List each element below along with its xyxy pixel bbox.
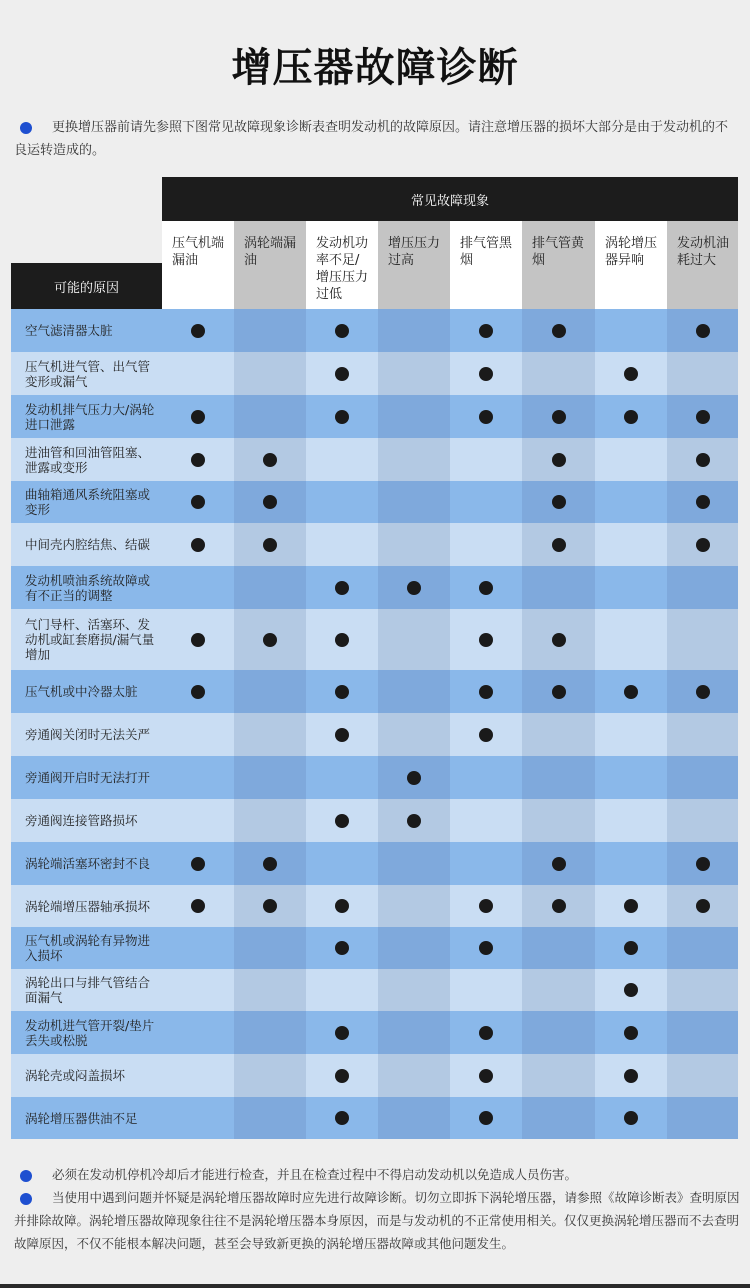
marker-dot-icon — [191, 899, 205, 913]
symptom-cell — [234, 566, 306, 609]
marker-dot-icon — [479, 324, 493, 338]
symptom-cell — [667, 885, 738, 927]
marker-dot-icon — [263, 857, 277, 871]
symptom-cell — [378, 438, 450, 481]
marker-dot-icon — [552, 633, 566, 647]
cause-cell: 曲轴箱通风系统阻塞或变形 — [11, 481, 162, 523]
marker-dot-icon — [552, 857, 566, 871]
symptom-cell — [378, 566, 450, 609]
symptom-cell — [522, 395, 595, 438]
cause-cell: 中间壳内腔结焦、结碳 — [11, 523, 162, 566]
symptom-cell — [306, 799, 378, 842]
table-row — [11, 1011, 738, 1054]
cause-cell: 涡轮端增压器轴承损坏 — [11, 885, 162, 927]
symptom-cell — [378, 799, 450, 842]
symptom-cell — [234, 756, 306, 799]
marker-dot-icon — [624, 983, 638, 997]
table-row — [11, 842, 738, 885]
marker-dot-icon — [191, 453, 205, 467]
symptom-cell — [234, 481, 306, 523]
symptom-cell — [234, 609, 306, 670]
marker-dot-icon — [263, 538, 277, 552]
marker-dot-icon — [191, 633, 205, 647]
symptom-cell — [522, 566, 595, 609]
cause-cell: 发动机排气压力大/涡轮进口泄露 — [11, 395, 162, 438]
column-header: 涡轮端漏油 — [234, 221, 306, 309]
symptom-cell — [162, 799, 234, 842]
marker-dot-icon — [624, 1111, 638, 1125]
symptom-cell — [595, 842, 667, 885]
symptom-cell — [450, 713, 522, 756]
symptom-cell — [522, 1097, 595, 1139]
marker-dot-icon — [696, 453, 710, 467]
symptom-cell — [595, 969, 667, 1011]
cause-cell: 旁通阀开启时无法打开 — [11, 756, 162, 799]
table-row — [11, 756, 738, 799]
note-text: 当使用中遇到问题并怀疑是涡轮增压器故障时应先进行故障诊断。切勿立即拆下涡轮增压器，请参照《故障诊断表》查明原因并排除故障。涡轮增压器故障现象往往不是涡轮增压器本身原因，而是与发动机的不正常使用相关。仅仅更换涡轮增压器而不去查明故障原因，不仅不能根本解决问题，甚至会导致新更换的涡轮增压器故障或其他问题发生。 — [14, 1190, 740, 1251]
symptom-cell — [450, 1097, 522, 1139]
symptom-cell — [306, 670, 378, 713]
symptom-cell — [162, 438, 234, 481]
marker-dot-icon — [407, 771, 421, 785]
symptom-cell — [162, 395, 234, 438]
symptom-cell — [162, 885, 234, 927]
symptom-cell — [522, 609, 595, 670]
cause-cell: 涡轮出口与排气管结合面漏气 — [11, 969, 162, 1011]
marker-dot-icon — [191, 857, 205, 871]
table-row — [11, 927, 738, 969]
symptom-cell — [378, 1011, 450, 1054]
symptom-cell — [306, 969, 378, 1011]
note-text: 必须在发动机停机冷却后才能进行检查，并且在检查过程中不得启动发动机以免造成人员伤害。 — [52, 1167, 578, 1182]
marker-dot-icon — [407, 581, 421, 595]
marker-dot-icon — [479, 1111, 493, 1125]
marker-dot-icon — [191, 410, 205, 424]
symptom-cell — [378, 1054, 450, 1097]
marker-dot-icon — [479, 941, 493, 955]
cause-cell: 涡轮增压器供油不足 — [11, 1097, 162, 1139]
symptom-cell — [162, 481, 234, 523]
marker-dot-icon — [263, 633, 277, 647]
marker-dot-icon — [479, 1026, 493, 1040]
marker-dot-icon — [479, 1069, 493, 1083]
symptom-cell — [595, 799, 667, 842]
symptom-cell — [306, 756, 378, 799]
table-row — [11, 969, 738, 1011]
marker-dot-icon — [335, 581, 349, 595]
symptom-cell — [378, 309, 450, 352]
table-row — [11, 566, 738, 609]
symptom-cell — [306, 395, 378, 438]
symptom-cell — [306, 523, 378, 566]
symptom-cell — [667, 609, 738, 670]
bullet-icon — [20, 122, 32, 134]
symptom-cell — [162, 1054, 234, 1097]
symptom-cell — [378, 969, 450, 1011]
symptom-cell — [306, 1097, 378, 1139]
marker-dot-icon — [552, 410, 566, 424]
table-row — [11, 1097, 738, 1139]
marker-dot-icon — [335, 324, 349, 338]
symptom-cell — [522, 842, 595, 885]
symptom-cell — [522, 756, 595, 799]
note-1 — [14, 1163, 740, 1186]
marker-dot-icon — [479, 685, 493, 699]
symptom-cell — [522, 969, 595, 1011]
symptom-cell — [162, 713, 234, 756]
marker-dot-icon — [624, 367, 638, 381]
symptom-cell — [450, 395, 522, 438]
column-header: 发动机油耗过大 — [667, 221, 738, 309]
symptom-cell — [450, 566, 522, 609]
symptom-cell — [378, 609, 450, 670]
symptom-cell — [595, 927, 667, 969]
symptom-cell — [162, 670, 234, 713]
symptom-cell — [378, 523, 450, 566]
symptom-cell — [306, 1054, 378, 1097]
symptom-cell — [667, 670, 738, 713]
symptom-cell — [234, 352, 306, 395]
cause-cell: 进油管和回油管阻塞、泄露或变形 — [11, 438, 162, 481]
cause-cell: 发动机喷油系统故障或有不正当的调整 — [11, 566, 162, 609]
symptom-cell — [162, 927, 234, 969]
symptom-cell — [450, 609, 522, 670]
marker-dot-icon — [335, 367, 349, 381]
symptom-cell — [450, 438, 522, 481]
marker-dot-icon — [191, 538, 205, 552]
symptom-cell — [595, 1054, 667, 1097]
symptom-cell — [450, 756, 522, 799]
symptom-cell — [378, 352, 450, 395]
symptom-cell — [667, 799, 738, 842]
symptom-cell — [522, 523, 595, 566]
symptom-cell — [595, 352, 667, 395]
symptom-cell — [234, 1097, 306, 1139]
symptom-cell — [306, 927, 378, 969]
symptom-cell — [667, 438, 738, 481]
marker-dot-icon — [479, 899, 493, 913]
symptom-cell — [522, 352, 595, 395]
symptom-cell — [162, 523, 234, 566]
note-2 — [14, 1186, 740, 1255]
symptom-cell — [162, 309, 234, 352]
table-row — [11, 713, 738, 756]
symptom-cell — [450, 481, 522, 523]
symptom-cell — [234, 1054, 306, 1097]
symptom-cell — [234, 395, 306, 438]
marker-dot-icon — [263, 899, 277, 913]
symptom-cell — [595, 670, 667, 713]
symptom-cell — [234, 438, 306, 481]
symptom-cell — [522, 799, 595, 842]
marker-dot-icon — [624, 685, 638, 699]
symptom-cell — [667, 395, 738, 438]
table-row — [11, 609, 738, 670]
marker-dot-icon — [479, 728, 493, 742]
symptom-cell — [522, 481, 595, 523]
symptom-cell — [595, 523, 667, 566]
symptom-cell — [162, 566, 234, 609]
symptom-cell — [450, 842, 522, 885]
symptom-cell — [450, 885, 522, 927]
marker-dot-icon — [696, 899, 710, 913]
symptom-cell — [378, 842, 450, 885]
symptom-cell — [234, 309, 306, 352]
marker-dot-icon — [335, 899, 349, 913]
symptom-cell — [450, 523, 522, 566]
column-header: 涡轮增压器异响 — [595, 221, 667, 309]
symptom-cell — [378, 756, 450, 799]
symptom-cell — [162, 756, 234, 799]
symptom-cell — [378, 670, 450, 713]
symptom-cell — [234, 969, 306, 1011]
cause-cell: 压气机或中冷器太脏 — [11, 670, 162, 713]
symptom-cell — [450, 352, 522, 395]
symptom-cell — [450, 927, 522, 969]
symptom-cell — [234, 713, 306, 756]
marker-dot-icon — [552, 453, 566, 467]
symptom-cell — [306, 609, 378, 670]
symptom-cell — [162, 352, 234, 395]
symptom-cell — [450, 1054, 522, 1097]
symptom-cell — [522, 309, 595, 352]
symptom-cell — [667, 927, 738, 969]
marker-dot-icon — [552, 685, 566, 699]
table-row — [11, 309, 738, 352]
symptom-cell — [378, 395, 450, 438]
marker-dot-icon — [624, 941, 638, 955]
symptom-cell — [306, 438, 378, 481]
marker-dot-icon — [335, 1026, 349, 1040]
symptom-cell — [450, 309, 522, 352]
symptom-cell — [667, 1011, 738, 1054]
page-title: 增压器故障诊断 — [231, 45, 519, 91]
symptom-cell — [378, 713, 450, 756]
symptom-cell — [450, 969, 522, 1011]
symptom-cell — [522, 670, 595, 713]
marker-dot-icon — [696, 410, 710, 424]
symptom-cell — [234, 799, 306, 842]
symptom-cell — [234, 1011, 306, 1054]
symptom-cell — [667, 713, 738, 756]
marker-dot-icon — [479, 633, 493, 647]
table-row — [11, 352, 738, 395]
marker-dot-icon — [624, 1026, 638, 1040]
marker-dot-icon — [479, 410, 493, 424]
symptom-cell — [522, 1011, 595, 1054]
marker-dot-icon — [335, 728, 349, 742]
symptom-cell — [595, 885, 667, 927]
symptom-cell — [234, 842, 306, 885]
symptom-cell — [595, 438, 667, 481]
symptom-cell — [162, 842, 234, 885]
cause-cell: 气门导杆、活塞环、发动机或缸套磨损/漏气量增加 — [11, 609, 162, 670]
symptom-cell — [306, 566, 378, 609]
symptom-cell — [667, 842, 738, 885]
cause-cell: 压气机进气管、出气管变形或漏气 — [11, 352, 162, 395]
symptom-cell — [667, 309, 738, 352]
cause-cell: 旁通阀连接管路损坏 — [11, 799, 162, 842]
symptom-cell — [306, 1011, 378, 1054]
table-row — [11, 1054, 738, 1097]
marker-dot-icon — [335, 633, 349, 647]
marker-dot-icon — [191, 685, 205, 699]
symptom-cell — [522, 713, 595, 756]
symptom-cell — [595, 1097, 667, 1139]
marker-dot-icon — [552, 899, 566, 913]
marker-dot-icon — [479, 367, 493, 381]
symptom-cell — [450, 799, 522, 842]
symptom-cell — [667, 481, 738, 523]
table-row — [11, 799, 738, 842]
table-row — [11, 885, 738, 927]
marker-dot-icon — [696, 538, 710, 552]
symptom-cell — [667, 1054, 738, 1097]
symptom-cell — [234, 927, 306, 969]
marker-dot-icon — [479, 581, 493, 595]
symptom-cell — [450, 670, 522, 713]
symptom-cell — [234, 523, 306, 566]
symptom-cell — [522, 885, 595, 927]
cause-cell: 发动机进气管开裂/垫片丢失或松脱 — [11, 1011, 162, 1054]
symptom-cell — [595, 756, 667, 799]
column-header: 增压压力过高 — [378, 221, 450, 309]
marker-dot-icon — [552, 538, 566, 552]
symptom-cell — [667, 756, 738, 799]
symptom-cell — [595, 713, 667, 756]
symptom-cell — [234, 885, 306, 927]
marker-dot-icon — [624, 410, 638, 424]
symptom-cell — [595, 309, 667, 352]
table-row — [11, 481, 738, 523]
symptom-cell — [162, 1097, 234, 1139]
notes — [14, 1163, 740, 1255]
symptom-cell — [595, 1011, 667, 1054]
table-row — [11, 395, 738, 438]
cause-cell: 旁通阀关闭时无法关严 — [11, 713, 162, 756]
symptom-cell — [378, 885, 450, 927]
marker-dot-icon — [624, 899, 638, 913]
table-row — [11, 438, 738, 481]
column-header: 排气管黄烟 — [522, 221, 595, 309]
symptom-cell — [234, 670, 306, 713]
marker-dot-icon — [696, 685, 710, 699]
cause-cell: 涡轮端活塞环密封不良 — [11, 842, 162, 885]
table-row — [11, 670, 738, 713]
marker-dot-icon — [263, 495, 277, 509]
marker-dot-icon — [191, 495, 205, 509]
marker-dot-icon — [335, 941, 349, 955]
bullet-icon — [20, 1170, 32, 1182]
symptom-cell — [595, 566, 667, 609]
causes-header: 可能的原因 — [11, 263, 162, 309]
symptom-cell — [306, 352, 378, 395]
symptom-cell — [667, 969, 738, 1011]
table-row — [11, 523, 738, 566]
marker-dot-icon — [335, 410, 349, 424]
symptom-cell — [595, 481, 667, 523]
bottom-divider — [0, 1284, 750, 1288]
column-header: 压气机端漏油 — [162, 221, 234, 309]
marker-dot-icon — [335, 685, 349, 699]
marker-dot-icon — [335, 1069, 349, 1083]
cause-cell: 空气滤清器太脏 — [11, 309, 162, 352]
symptom-cell — [378, 481, 450, 523]
symptom-cell — [522, 438, 595, 481]
symptom-cell — [306, 713, 378, 756]
symptom-cell — [667, 523, 738, 566]
marker-dot-icon — [696, 324, 710, 338]
marker-dot-icon — [552, 324, 566, 338]
symptom-cell — [450, 1011, 522, 1054]
intro-text: 更换增压器前请先参照下图常见故障现象诊断表查明发动机的故障原因。请注意增压器的损坏大部分是由于发动机的不良运转造成的。 — [14, 120, 729, 158]
symptom-cell — [378, 1097, 450, 1139]
symptom-cell — [667, 352, 738, 395]
marker-dot-icon — [624, 1069, 638, 1083]
symptom-cell — [306, 481, 378, 523]
cause-cell: 涡轮壳或闷盖损坏 — [11, 1054, 162, 1097]
symptom-cell — [306, 309, 378, 352]
marker-dot-icon — [191, 324, 205, 338]
symptom-cell — [162, 1011, 234, 1054]
column-header: 发动机功率不足/增压压力过低 — [306, 221, 378, 309]
marker-dot-icon — [335, 1111, 349, 1125]
symptom-cell — [162, 969, 234, 1011]
intro-paragraph — [14, 116, 740, 162]
symptom-cell — [522, 927, 595, 969]
marker-dot-icon — [552, 495, 566, 509]
symptom-cell — [595, 609, 667, 670]
cause-cell: 压气机或涡轮有异物进入损坏 — [11, 927, 162, 969]
marker-dot-icon — [696, 857, 710, 871]
symptom-cell — [306, 842, 378, 885]
column-header: 排气管黑烟 — [450, 221, 522, 309]
bullet-icon — [20, 1193, 32, 1205]
marker-dot-icon — [263, 453, 277, 467]
symptom-cell — [522, 1054, 595, 1097]
symptom-cell — [378, 927, 450, 969]
symptom-cell — [306, 885, 378, 927]
symptom-cell — [667, 1097, 738, 1139]
marker-dot-icon — [407, 814, 421, 828]
symptom-cell — [162, 609, 234, 670]
symptom-cell — [667, 566, 738, 609]
symptoms-group-header: 常见故障现象 — [162, 177, 738, 221]
symptom-cell — [595, 395, 667, 438]
marker-dot-icon — [335, 814, 349, 828]
marker-dot-icon — [696, 495, 710, 509]
